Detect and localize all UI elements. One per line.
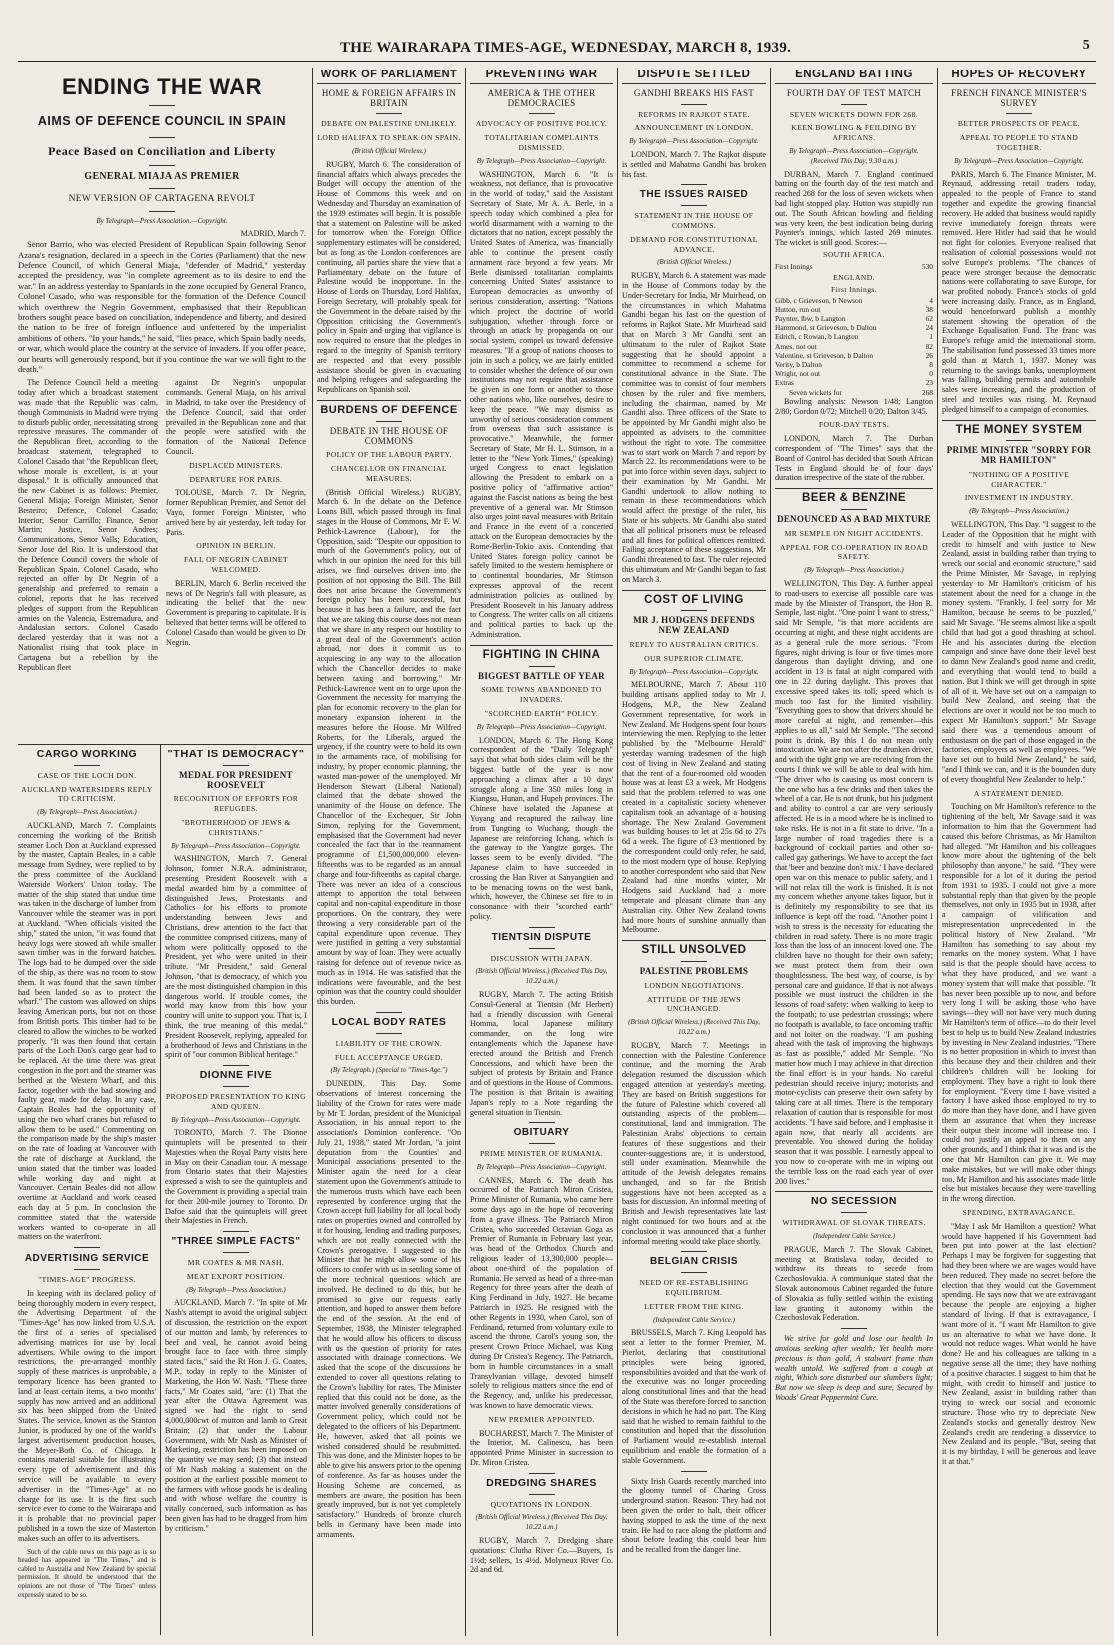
byline: (Independent Cable Service.) [813,1231,895,1240]
body-text: Bowling analysis: Newson 1/48; Langton 2/80; Gordon 0/72; Mitchell 0/20; Dalton 3/45. [775,396,933,416]
headline-dispute-settled: DISPUTE SETTLED [622,70,766,84]
subhead: MR J. HODGENS DEFENDS NEW ZEALAND [633,615,755,636]
subhead: MEDAL FOR PRESIDENT ROOSEVELT [179,769,293,790]
table-row: Paynter, lbw, b Langton 62 [775,313,933,323]
subhead: GANDHI BREAKS HIS FAST [633,87,755,98]
advertisement-poem: We strive for gold and lose our health In anxious seeking after wealth; Yet health more precious is than gold, A stalwart frame than wealth untold. We suffered from a cough at night, Which sore disturbed our slumbers light; But now we sleep is deep and sure, Secured by Woods' Great Peppermint Cure. [775,1334,933,1402]
subhead: INVESTMENT IN INDUSTRY. [964,493,1074,503]
body-text: "May I ask Mr Hamilton a question? What would have happened if his Government had been put into power at the last election? Perhaps I may be forgiven for suggesting that had they been where we are wages would have been reduced. They made no secret before the election that they would cut the Government spending. He says now that we are extravagant because the people are enjoying a higher standard of living. If that is extravagance, I want more of it. "I want Mr Hamilton to give us an alternative to what we have done. It would not reduce wages. What would he have done? He and his colleagues are talking in a negative sense all the time; they have nothing of a positive character. I suggest to him that he might, with credit to himself and justice to New Zealand, assist in building rather than trying to wreck our social and economic structure. Those who try to depreciate New Zealand's stocks and generally destroy New Zealand's credit are rendering a disservice to New Zealand and its people. "But, seeing that it is my birthday, I will be generous and leave it at that." [942,1221,1096,1466]
headline-preventing-war: PREVENTING WAR [470,70,613,84]
body-text: RUGBY, March 6. The consideration of financial affairs which always precedes the Budget will occupy the attention of the House of Commons this week and on Wednesday and Thursday an examination of the 1939 estimates will begin. It is possible that a statement on Palestine will be asked for tomorrow when the Foreign Office supplementary estimates will be considered, but as long as the London conferences are continuing, all parties share the view that a Parliamentary debate on the future of Palestine would be inopportune. In the House of Lords on Thursday, Lord Halifax, Foreign Secretary, will probably speak for the Government in the debate raised by the Opposition criticising the Government's policy in Spain and urging that vigilance is now required to ensure that the pledges in regard to the integrity of Spanish territory are respected and that every possible assistance should be given in evacuating and helping refugees and safeguarding the Republicans on Spanish soil. [317,159,461,395]
byline: By Telegraph—Press Association—Copyright. [171,1115,301,1124]
body-text: DURBAN, March 7. England continued batting on the fourth day of the test match and reached 268 for the loss of seven wickets when bad light stopped play. Hutton was stupidly run out. The South African bowling and fielding was very keen, the best indication being during Paynter's innings, which lasted 269 minutes. The wicket is still good. Scores:— [775,169,933,248]
subhead: QUOTATIONS IN LONDON. [490,1499,593,1509]
subhead: "NOTHING OF A POSITIVE CHARACTER." [968,469,1070,489]
subhead: ADVOCACY OF POSITIVE POLICY. [475,119,608,129]
table-row: Edrich, c Rowan, b Langton 1 [775,332,933,342]
article-parliament [317,70,461,1635]
subhead: POLICY OF THE LABOUR PARTY. [326,450,452,460]
subhead: APPEAL TO PEOPLE TO STAND TOGETHER. [959,133,1079,152]
dateline: MADRID, March 7. [240,229,306,239]
byline: (By Telegraph—Press Association.) [37,808,137,817]
table-row: Hutton, run out 38 [775,304,933,314]
table-row: Seven wickets for 268 [789,387,933,397]
subhead: PROPOSED PRESENTATION TO KING AND QUEEN. [165,1091,307,1111]
subhead: SPENDING, EXTRAVAGANCE. [962,1208,1076,1218]
scoreboard-sa [775,262,933,271]
byline: (British Official Wireless.) [352,146,426,155]
body-text: WELLINGTON, This Day. A further appeal to road-users to exercise all possible care was made by the Minister of Transport, the Hon R. Semple, last night. "One point I want to stress," said Mr Semple, "is that more accidents are occurring at night, and these night accidents are as a general rule the more serious. "From figures, night driving is four or five times more dangerous than daylight driving, and one accident in 13 is fatal at night compared with one in 22 during daylight. This proves that excessive speed takes its toll; speed which is much too fast for the limited visibility. "Everything goes to show that drivers should be more careful at night, and remember—this applies to us all," said Mr Semple. "The second point is drink. By this I do not mean only intoxication. We are not after the drunken driver, and with the tight grip we are receiving from the courts I think we will be able to deal with him. "The driver who is causing us most concern is the one who has a few drinks and then takes the wheel of a car. He is not drunk, but his judgment and ability to control a car are very seriously affected. He is in a mood where he is inclined to take risks. He is not in a fit state to drive. "In a large number of road tragedies there is a background of cocktail parties and other so-called gay gatherings. We have to accept the fact that 'beer and benzine don't mix.' I have declared open war on this menace to public safety, and I will not relax till the work is finished. It is not my concern whether anyone takes liquor, but it is definitely my responsibility to see that its influence is kept off the road. "Another point I wish to stress is the necessity for educating the children in road safety. There is no more tragic loss than the loss of an innocent loved one. The children have no thought for their own safety; we must protect them from their own thoughtlessness. The best way, of course, is by personal care and guidance. If that is not always possible we must instruct the children in the lessons of road safety: when walking to keep to the footpath; to use pedestrian crossings; where no footpath is available, to face oncoming traffic and not loiter on the roadway. "I am pushing ahead with the task of improving the highways as fast as possible," added Mr Semple. "No matter how much I may achieve in that direction the final effort is in your hands. No careful pedestrian should receive injury; motorists and motor-cyclists can preserve their own safety by taking care at all times. There is the temporary relaxation of caution that is responsible for most accidents. "I have said before, and I emphasise it again now, that nearly all accidents are preventable. You showed during the holiday season that it was possible. I earnestly appeal to you now to co-operate with me in wiping out the terrible loss on the road each year of over 200 lives." [775,578,933,1186]
subhead: PRIME MINISTER OF RUMANIA. [479,1149,604,1159]
subhead: FOURTH DAY OF TEST MATCH [786,87,922,98]
headline-ending-war: ENDING THE WAR [61,74,263,99]
byline: (British Official Wireless.) (Received This Day, 10.22 a.m.) [475,967,608,986]
headline-cost-of-living: COST OF LIVING [644,593,744,606]
table-row: Ames, not out 82 [775,341,933,351]
subhead: OPINION IN BERLIN. [196,541,276,551]
body-text: WASHINGTON, March 6. "It is weakness, not defiance, that is provocative in the world of today," said the Assistant Secretary of State, Mr A. A. Berle, in a speech today which combined a plea for world disarmament with a warning to the dictators that no nation, except possibly the United States of America, was financially able to continue the present costly armament race beyond a few years. Mr Berle dismissed totalitarian complaints concerning United States' assistance to European democracies as unworthy of serious consideration, asserting: "Nations which project the doctrine of world subjugation, whether through force or through an attack by propaganda on our social system, compel us toward defensive measures. "If a group of nations chooses to join in such a policy, we are fairly entitled to consider whether the defence of our own institutions may not require that assistance be given in one form or another to those other nations who, like ourselves, desire to keep the peace. "We may dismiss as unworthy of serious consideration comment from overseas that such assistance is provocative." Meanwhile, the former Secretary of State, Mr H. L. Stimson, in a letter to the "New York Times," (speaking) urged Congress to enact legislation allowing the President to embark on a positive policy of "affirmative action" against the Fascist nations as being the best preventive of a general war. Mr Stimson also urges joint naval measures with Britain and France in the event of a concerted attack on the European democracies by the Rome-Berlin-Tokio axis. Contending that United States foreign policy cannot be safely limited to the western hemisphere or to continental boundaries, Mr Stimson expresses approval of the recent administration policies as outlined by President Roosevelt in his January address to Congress. The writer calls on all citizens and political parties to back up the Administration. [470,169,613,640]
subhead: DEBATE ON PALESTINE UNLIKELY. [321,119,457,129]
body-text: against Dr Negrin's unpopular commands. General Miaja, on his arrival in Madrid, to take over the Presidency of the Defence Council, said that order prevailed in the Republican zone and that the people were satisfied with the formation of the National Defence Council. [166,378,306,457]
score-value: 530 [921,261,933,271]
byline: By Telegraph—Press Association—Copyright. [954,156,1084,165]
deck-aims-defence: AIMS OF DEFENCE COUNCIL IN SPAIN [37,114,287,128]
body-text: DUNEDIN, This Day. Some observations of interest concerning the liability of the Crown for rates were made by Mr T. Jordan, president of the Municipal Association, in his annual report to the association's Dominion conference. "On July 21, 1938," stated Mr Jordan, "a joint deputation from the Counties' and Municipal associations presented to the Minister again the need for a clear statement upon the Government's attitude to the numerous trusts which have each been represented by conference urging that the Crown accept full liability for all local body rates on properties owned and controlled by it for housing, lending and trading purposes, which are not really connected with the Crown's prerogative. I suggested to the Minister that he might allow some of his officers to confer with us in settling some of the more technical questions which are involved. He declined to do this, but he promised to give our requests early attention, and hoped to answer them before the end of the session. At the end of September, 1938, the Minister telegraphed that he would allow his officers to discuss with us the question of priority for rates associated with drainage connections. We asked that the scope of the discussions be extended to cover all questions relating to the Crown's liability for rates. The Minister replied that this could not be done, as the matter involved generally considerations of Government policy, which could not be delegated to the officers of his Department. He, however, asked that all points we wished considered should be resubmitted. This was done, and the Minister hopes to be able to give his answers prior to the opening of conference. As far as houses under the Housing Scheme are concerned, as members are aware, the position has been greatly improved, but is not yet completely satisfactory." Hundreds of bronze church bells in Germany have been made into armaments. [317,1079,461,1539]
byline: (British Official Wireless.) (Received This Day, 10.22 a.m.) [475,1513,608,1532]
body-text: CANNES, March 6. The death has occurred of the Patriarch Miron Cristea, Prime Minister of Rumania, who came here some days ago in the hope of recovering from a grave illness. The Patriarch Miron Cristea, who succeeded Octavian Goga as Premier of Rumania in February last year, was head of the Orthodox Church and religious leader of 13,300,000 people—about one-third of the population of Rumania. He served as head of a three-man Regency for three years after the death of King Ferdinand in July, 1927. He became Patriarch in 1925. He resigned with the other Regents in 1930, when Carol, son of Ferdinand, returned from voluntary exile to ascend the throne. Carol's young son, the present Crown Prince Michael, was King during Dr Cristea's Regency. The Patriarch, born in humble circumstances in a small Transylvanian village, devoted himself solely to religious matters since the end of the Regency, and, unlike his predecessor, was known to have democratic views. [470,1175,613,1411]
subhead: DISPLACED MINISTERS. [189,460,283,470]
table-row: Extras 23 [775,378,933,388]
body-text: RUGBY, March 7. Dredging share quotations: Clutha River Co.—Buyers, 1s 1½d; sellers, 1s 4½d. Molyneux River Co. 2d and 6d. [470,1535,613,1575]
subhead: SOME TOWNS ABANDONED TO INVADERS. [481,685,602,705]
subhead: DEPARTURE FOR PARIS. [189,474,283,484]
subhead: MR COATES & MR NASH. [187,1258,285,1268]
lead-paragraph: Senor Barrio, who was elected President of Republican Spain following Senor Azana's resignation, declared in a speech in the Cortes (Parliament) that the new Defence Council, of which General Miaja, "defender of Madrid," yesterday accepted the presidency, was "in complete agreement as to its desire to end the war." In an address yesterday to Spaniards in the zone occupied by General Franco, Colonel Casado, who was responsible for the formation of the Defence Council which overthrew the Negrin Government, emphasised that their Republican brothers sought peace based on conciliation, independence and liberty, and desired the nation to be free of foreign influence and unfettered by the imperialist ambitions of others. "In your hands," he said, "lies peace, which Spain badly needs, or war, which would place the country at the service of invaders. If you offer peace, our hearts will generously respond, but if you continue the war we will fight to the death." [18,239,306,375]
headline-belgian-crisis: BELGIAN CRISIS [649,1256,739,1268]
subhead: SEVEN WICKETS DOWN FOR 268. [789,109,919,119]
subhead: RECOGNITION OF EFFORTS FOR REFUGEES. [173,794,299,814]
deck-peace-based: Peace Based on Conciliation and Liberty [48,144,276,158]
subhead: "SCORCHED EARTH" POLICY. [484,709,599,719]
byline: By Telegraph—Press Association—Copyright. (Received This Day, 9.30 a.m.) [789,146,919,165]
body-text: BRUSSELS, March 7. King Leopold has sent a letter to the former Premier, M. Pierlot, declaring that constitutional principles were being ignored, responsibilities avoided and that the work of the executive was no longer proceeding along constitutional lines and that the head of the State was therefore forced to sanction decisions in which he had no part. The King said that he wished to remain faithful to the constitution and hoped that the dissolution of Parliament would re-establish internal equilibrium and enable the formation of a stable Government. [622,1328,766,1465]
headline-obituary: OBITUARY [513,1127,570,1139]
byline: (By Telegraph—Press Association.) [969,507,1069,516]
byline: By Telegraph—Press Association—Copyright. [476,722,607,731]
headline-still-unsolved: STILL UNSOLVED [641,944,747,957]
byline: (By Telegraph.) (Special to "Times-Age.") [330,1066,448,1075]
byline: (By Telegraph—Press Association.) [804,566,904,575]
byline: (By Telegraph—Press Association.) [186,1285,286,1294]
byline: By Telegraph—Press Association.—Copyright. [96,216,228,225]
subhead: BIGGEST BATTLE OF YEAR [478,670,605,681]
headline-tientsin: TIENTSIN DISPUTE [491,931,592,943]
headline-three-facts: "THREE SIMPLE FACTS" [171,1236,301,1248]
subhead: PALESTINE PROBLEMS [639,965,749,976]
subhead: FALL OF NEGRIN CABINET WELCOMED. [184,555,288,575]
subhead: CHANCELLOR ON FINANCIAL MEASURES. [331,464,447,483]
article-england-batting [775,70,933,1635]
subhead: MR SEMPLE ON NIGHT ACCIDENTS. [784,528,924,538]
headline-hopes-of-recovery: HOPES OF RECOVERY [942,70,1096,84]
body-text: The Defence Council held a meeting today after which a broadcast statement was made that the Republic was calm, though Communists in Madrid were trying to disturb public order, necessitating strong repressive measures. The commander of the Republican fleet, according to the broadcast statement, telegraphed to Colonel Casado that "the Republican fleet, whose morale is excellent, is at your disposal." It is officially announced that the new Cabinet is as follows: Premier, General Miaja; Foreign Minister, Senor Besteiro; Defence, Colonel Casado; Interior, Senor Carrillo; Finance, Senor Martin; Justice, Senor Andres; Communications, Senor Valls; Education, Senor Jose del Rio. It is understood that the Defence Council covers the whole of Republican Spain. Colonel Casado, who rejected an offer by Dr Negrin of a generalship and preferred to remain a colonel, reports that he has received pledges of support from the Republican armies on the Valencia, Estremadura, and Andalusian sectors. Colonel Casado declared yesterday that it was not a Nationalist rising that took place in Cartagena but a rebellion by the Republican fleet [18,378,158,672]
body-text: MELBOURNE, March 7. About 110 building artisans applied today to Mr J. Hodgens, M.P., the New Zealand Government representative, for work in New Zealand. Mr Hodgens spent four hours interviewing the men. Replying to the letter published by the "Melbourne Herald" yesterday warning tradesmen of the high cost of living in New Zealand and stating that the rent of a four-roomed old wooden house was at least £3 a week, Mr Hodgens said that the problem referred to was one created in a capitalistic society whenever capitalism took an advantage of a housing shortage. The New Zealand Government was building houses to let at 25s 6d to 27s 6d a week. The figure of £3 mentioned by the correspondent could only refer, he said, to the most modern type of house. Replying to another correspondent who said that New Zealand had nine months winter, Mr Hodgens said Auckland had a more temperate and pleasant climate than any Australian city. Other New Zealand towns had more hours of sunshine annually than Melbourne. [622,680,766,935]
body-text: BERLIN, March 6. Berlin received the news of Dr Negrin's fall with pleasure, as indicating the belief that the new Government is preparing to capitulate. It is believed that better terms will be offered to Colonel Casado than would be given to Dr Negrin. [166,578,306,647]
subhead: TOTALITARIAN COMPLAINTS DISMISSED. [484,133,599,152]
headline-parliament: WORK OF PARLIAMENT [317,70,461,84]
headline-cargo: CARGO WORKING [36,750,138,760]
body-text: TOLOUSE, March 7. Dr Negrin, former Republican Premier, and Senor del Vayo, former Foreign Minister, who arrived here by air yesterday, left today for Paris. [166,488,306,537]
subhead: STATEMENT IN THE HOUSE OF COMMONS. [634,211,754,230]
subhead: DEBATE IN THE HOUSE OF COMMONS [329,425,449,446]
subhead: FULL ACCEPTANCE URGED. [334,1052,444,1062]
table-row: Valentine, st Grieveson, b Dalton 26 [775,350,933,360]
body-text: PRAGUE, March 7. The Slovak Cabinet, meeting at Bratislava today, decided to withdraw its threats to secede from Czechoslovakia. A communique stated that the Slovak autonomous Cabinet regarded the future of Slovakia as fully settled within the existing law granting it autonomy within the Czechoslovak Federation. [775,1244,933,1323]
deck-miaja-premier: GENERAL MIAJA AS PREMIER [84,171,240,182]
byline: By Telegraph—Press Association—Copyright. [629,667,759,676]
body-text: WASHINGTON, March 7. General Johnson, former N.R.A. administrator, presenting President Roosevelt with a medal awarded him by a committee of distinguished Jews, Protestants and Catholics for his efforts to promote understanding between Jews and Christians, drew attention to the fact that the committee comprised citizens, many of whom were politically opposed to the President, yet who were united in their tribute. "Mr President," said General Johnson, "that is democracy, of which you are the most distinguished champion in this dangerous world. If trouble comes, the world may know from this how your country will unite to support you. That is, I think, the true meaning of this medal." President Roosevelt, replying, appealed for a brotherhood of Jews and Christians in the spirit of "our common Biblical heritage." [165,854,307,1060]
article-hopes-of-recovery [942,70,1096,1635]
body-text: BUCHAREST, March 7. The Minister of the Interior, M. Calinescu, has been appointed Prime Minister in succession to Dr. Miron Cristea. [470,1428,613,1467]
subhead: First Innings. [830,284,878,294]
table-row: Hammond, st Grieveson, b Dalton 24 [775,323,933,333]
byline: (Independent Cable Service.) [653,1315,735,1324]
byline: (British Official Wireless.) (Received This Day, 10.22 a.m.) [628,1018,760,1036]
headline-money-system: THE MONEY SYSTEM [955,423,1083,436]
headline-fighting-china: FIGHTING IN CHINA [482,648,601,661]
body-text: (British Official Wireless.) RUGBY, March 6. In the debate on the Defence Loans Bill, which passed through its final stages in the House of Commons, Mr F. W. Pethick-Lawrence (Labour), for the Opposition, said: "Despite our opposition to much of the Government's policy, out of which in our opinion the need for this bill arises, we find ourselves driven into the position of not opposing the Bill. The Bill does not arise because the Government's foreign policy has been successful, but because it has been a failure, and the fact that we are taking this course does not mean that we share in any respect our hostility to a great deal of the Government's action abroad, nor does it commit us to acquiescing in any way to the allocation which the Chancellor decides to make between taxing and borrowing." Mr Pethick-Lawrence went on to urge upon the Government the necessity for marrying the plan for economic recovery to the plan for monetary expansion inherent in the measures before the House. Mr Wilfred Roberts, for the Liberals, argued the urgency, if the country were to hold its own in the armaments race, of mobilising for industry, by proper economic planning, the wasted man-power of the unemployed. Mr Henderson Stewart (Liberal National) claimed that the debate showed the unanimity of the House on defence. The Chancellor of the Exchequer, Sir John Simon, replying for the Government, emphasised that the Government had never concealed the fact that in the rearmament programme of £1,500,000,000 eleven-fifteenths was to be regarded as an annual charge and four-fifteenths as capital charge. There was never an idea of a conscious attempt to apportion the total between capital and non-capital expenditure in those proportions. On the contrary, they were throwing a very considerable part of the capital expenditure upon revenue. They were justified in getting a very substantial amount by way of loan. They were actually raising for defence out of revenue twice as much as in 1914. He was satisfied that the indications were favourable, and the best opinion was that the country could shoulder this burden. [317,487,461,1007]
subhead: BETTER PROSPECTS OF PEACE. [957,119,1081,129]
footnote: Such of the cable news on this page as is so headed has appeared in "The Times," and is cabled to Australia and New Zealand by special permission. It should be understood that the opinions are not those of "The Times" unless expressly stated to be so. [18,1547,156,1599]
body-text: LONDON, March 7. The Rajkot dispute is settled and Mahatma Gandhi has broken his fast. [622,149,766,179]
body-text: AUCKLAND, March 7. "In spite of Mr Nash's attempt to avoid the original subject of discussion, the restriction on the export of our mutton and lamb, by references to beef and veal, he cannot avoid being brought face to face with three simply stated facts," said the Rt Hon J. G. Coates, M.P., today in reply to the Minister of Marketing, the Hon W. Nash. "These three facts," Mr Coates said, "are: (1) That the year after the Ottawa Agreement was signed we had the right to send 4,000,000cwt of mutton and lamb to Great Britain; (2) that under the Labour Government, with Mr Nash as Minister of Marketing, restriction has been imposed on the quantity we may send; (3) that instead of Mr Nash making a statement on the position at the earliest possible moment to the farmers with whose goods he is dealing and with whose welfare the country is vitally concerned, such information as has been given has had to be dragged from him by criticism." [165,1298,307,1533]
subhead: REPLY TO AUSTRALIAN CRITICS. [629,640,759,650]
table-row: Gibb, c Grieveson, b Newson 4 [775,295,933,305]
body-text: Touching on Mr Hamilton's reference to the tightening of the belt, Mr Savage said it was information to him that the Government had caused this before Christmas, as Mr Hamilton had alleged. "Mr Hamilton and his colleagues know more about the tightening of the belt philosophy than anyone," he said. "They were responsible for a lot of it during the period from 1931 to 1935. I could not give a more substantial reply than that given by the people themselves, not only in 1935 but in 1938, after a campaign of vilification and misrepresentation unprecedented in the political history of New Zealand. "Mr Hamilton has something to say about my remarks on the money system. What I have said is that the people should have access to what they have produced, and we want a money system that will make that possible. "It has never been possible up to now, and before very long I will be asking those who have savings—they will not have very much during Mr Hamilton's term of office—to do their level best to help us to build New Zealand industries by investing in New Zealand industries. "There is no better proposition in which to invest than this because they and their children and their children's children will be looking for employment. They have a right to look there for employment. "Every time I have visited a factory I have asked those employed to try to do more than they have done, and I have given them an assurance that when they increase their output their income will increase too. I could not justify an appeal to them on any other grounds, and I think that it was and is the one that Mr Hamilton can give it. We may make mistakes, but we will make other things too. Mr Hamilton and his associates made little else but mistakes because they were travelling in the wrong direction. [942,802,1096,1204]
article-preventing-war [470,70,613,1635]
headline-advertising: ADVERTISING SERVICE [24,1253,150,1265]
subhead: REFORMS IN RAJKOT STATE. [638,109,750,119]
subhead: OUR SUPERIOR CLIMATE. [644,653,744,663]
body-text: TORONTO, March 7. The Dionne quintuplets will be presented to their Majesties when the Royal Party visits here in May on their Canadian tour. A message from Ontario states that their Majesties expressed a wish to see the quintuplets and the Government is providing a special train for their 200-mile journey to Toronto. Dr Dafoe said that the quintuplets will greet their Majesties in French. [165,1128,307,1226]
subhead: WITHDRAWAL OF SLOVAK THREATS. [782,1218,926,1228]
body-text: RUGBY, March 7. Meetings in connection with the Palestine Conference continue, and the morning the Arab delegation resumed the discussion which engaged attention at yesterday's meeting. They are based on British suggestions for the future of Palestine which covered all outstanding aspects of the problem—constitutional, land and immigration. The Palestinian Arabs' objections to certain features of these suggestions and their counter-suggestions are, it is understood, still under examination. Meanwhile the attitude of the Jewish delegates remains unchanged, and so far the British suggestions have not been accepted as a basis for discussion. An informal meeting of British and Jewish representatives late last night continued for two hours and at the conclusion it was announced that a further informal meeting would take place shortly. [622,1040,766,1246]
body-text: LONDON, March 7. The Durban correspondent of "The Times" says that the Board of Control has decided that South African Tests in England should be of four days' duration irrespective of the state of the rubber. [775,434,933,483]
table-row: Wright, not out 0 [775,369,933,379]
subhead: ANNOUNCEMENT IN LONDON. [634,123,754,133]
masthead-title: THE WAIRARAPA TIMES-AGE, WEDNESDAY, MARCH 8, 1939. [340,40,792,56]
subhead: LIABILITY OF THE CROWN. [335,1038,443,1048]
deck-cartagena: NEW VERSION OF CARTAGENA REVOLT [68,193,256,204]
masthead [18,38,1096,62]
body-text: In keeping with its declared policy of being thoroughly modern in every respect, the Advertising Department of the "Times-Age" has now linked from U.S.A. the first of a series of specialised advertising matrices for use by local advertisers. While owing to the import restrictions, the pre-arranged monthly supply of these matrices is unprobable, a temporary licence has been granted to land at least certain items, a two months' supply has now arrived and an additional six has been shipped from the United States. The service, known as the Stanton Junior, is produced by one of the world's largest advertisement production houses, the Meyer-Both Co. of Chicago. It contains material suitable for illustrating every type of advertisement and this service will be available to every advertiser in the "Times-Age" at no charge for its use. It is the first such service ever to come to the Wairarapa and it is probable that no provincial paper published in a town the size of Masterton makes such an offer to its advertisers. [18,1288,156,1543]
scoreboard-england [775,296,933,397]
byline: By Telegraph—Press Association—Copyright. [476,1162,607,1171]
article-democracy [165,750,307,1635]
subhead: PRIME MINISTER "SORRY FOR MR HAMILTON" [946,445,1092,466]
article-dispute-settled [622,70,766,1635]
subhead: LORD HALIFAX TO SPEAK ON SPAIN. [317,133,461,143]
subhead: A STATEMENT DENIED. [973,788,1065,798]
headline-dionne: DIONNE FIVE [199,1069,273,1082]
subhead: NEW PREMIER APPOINTED. [488,1414,595,1424]
subhead: DENOUNCED AS A BAD MIXTURE [777,513,931,524]
subhead: SOUTH AFRICA. [823,249,885,259]
subhead: "BROTHERHOOD OF JEWS & CHRISTIANS." [181,817,291,837]
subhead: MEAT EXPORT POSITION. [186,1271,286,1281]
headline-no-secession: NO SECESSION [811,1195,897,1208]
headline-local-body: LOCAL BODY RATES [331,1015,447,1028]
headline-defence: BURDENS OF DEFENCE [320,403,458,416]
subhead: LETTER FROM THE KING. [644,1301,744,1311]
subhead: "TIMES-AGE" PROGRESS. [38,1275,136,1285]
subhead: AMERICA & THE OTHER DEMOCRACIES [487,87,596,108]
subhead: CASE OF THE LOCH DON. [37,770,137,780]
headline-issues: THE ISSUES RAISED [639,189,749,201]
body-text: AUCKLAND, March 7. Complaints concerning the working of the British steamer Loch Don at Auckland expressed by the master, Captain Beales, in a cable message from Sydney, were replied to by the press committee of the Auckland Waterside Workers' Union today. The matter of the ship stated that undue time was taken in the discharge of lumber from Vancouver while the steamer was in port at Auckland. "When officials visited the ship," stated the union, "it was found that heavy logs were stowed aft while smaller sawn timber was in the forward hatches. The logs had to be dumped over the side of the ship, as there was no room to stow them. It was found that the sawn timber had been landed so as to protect the wharf." The custom was allowed on ships leaving American ports, but not on those from British ports. This timber had to be cleared to allow the winches to be worked properly. "It was then found that certain parts of the Loch Don's cargo gear had to be replaced. At the time there was great congestion in the port and the steamer was berthed at the Western Wharf, and this factor, together with the bad stowing and faulty gear, made for delay. In any case, Captain Beales had the opportunity of using the two wharf cranes but refused to allow them to be used." Commenting on the comparison made by the ship's master on the rate of loading at Vancouver with the rate of discharge at Auckland, the union stated that the timber was loaded while working day and night at Vancouver. Certain Beales did not allow overtime at Auckland and work ceased each day at 5 p.m. In conclusion the committee stated that the waterside workers wanted to co-operate in all matters on the waterfront. [18,820,156,1242]
headline-england-batting: ENGLAND BATTING [775,70,933,84]
body-text: PARIS, March 6. The Finance Minister, M. Reynaud, addressing retail traders today, appealed to the people of France to stand together and expedite the growing financial recovery. He added that business would rapidly revive immediately foreign threats were removed. Here Hitler had said that he would not fight for colonies. Everyone realised that realisation of colonial possessions would not solve Europe's problems. "The chances of peace were stronger because the democratic nations were collaborating to save Europe, for war profited nobody. France's stocks of gold were increasing daily. France, as in England, would henceforward publish a monthly statement showing the operation of the Exchange Equalisation Fund. The franc was Europe's refuge amid the international storm. The stabilisation fund possessed 33 times more gold than at March 1, 1937. Money was returning to the savings banks, unemployment was falling, building permits and automobile sales were increasing, and the production of steel and textiles was rising. M. Reynaud pledged himself to a campaign of economies. [942,169,1096,414]
body-text: RUGBY, March 7. The acting British Consul-General at Tientsin (Mr Herbert) had a friendly discussion with General Homma, local Japanese military commander, on the long wire entanglements which the Japanese have erected around the British and French Concessions, and which have been the subject of protests by Britain and France and of questions in the House of Commons. The position is that Britain is awaiting Japan's reply to a Note regarding the general situation in Tientsin. [470,989,613,1117]
byline: By Telegraph—Press Association—Copyright. [476,156,607,165]
subhead: NEED OF RE-ESTABLISHING EQUILIBRIUM. [639,1278,749,1298]
subhead: FOUR-DAY TESTS. [818,420,890,430]
subhead: HOME & FOREIGN AFFAIRS IN BRITAIN [321,87,457,108]
byline: By Telegraph—Press Association—Copyright. [171,841,301,850]
subhead: KEEN BOWLING & FEILDING BY AFRICANS. [791,123,917,143]
headline-beer-benzine: BEER & BENZINE [801,492,907,505]
body-text: WELLINGTON, This Day. "I suggest to the Leader of the Opposition that he might with credit to himself and with justice to New Zealand, assist in building rather than trying to wreck our social and economic structure," said the Prime Minister, Mr Savage, in replying yesterday to Mr Hamilton's criticism of his statement about the need for a change in the money system. "Frankly, I feel sorry for Mr Hamilton, because he seems to be puzzled," said Mr Savage. "He seems almost like a spoilt child that had got a good thrashing at school. He and his associates during the election campaign and since have done their level best to damn New Zealand's good name and credit, and everything that would tend to build a nation. But I think we will get through in spite of all of it. We have set out on a campaign to build New Zealand, and seeing that the elections are over it would not be too much to expect Mr Hamilton's support." Mr Savage said there was a tremendous amount of enthusiasm on the part of those engaged in the factories, employers as well as employees. "We have set out to build New Zealand," he said, "and I think we can, and it is the bounden duty of every thoughtful New Zealander to help." [942,520,1096,784]
subhead: DISCUSSION WITH JAPAN. [490,953,593,963]
body-text: LONDON, March 6. The Hong Kong correspondent of the "Daily Telegraph" says that what both sides claim will be the biggest battle of the year is now approaching a climax after a 10 days' struggle along a line 350 miles long in Kiangsu, Hunan, and Hupeh provinces. The Chinese have isolated the Japanese at Yuyang and recaptured the railway line from Tungting to Wuchang, though the Japanese are reinforcing Ichang, which is the gateway to the Yangtze gorges. The losses seem to be evenly divided. "The Japanese claim to have succeeded in crossing the Han River at Sanyangtien and to be menacing towns on the west bank, which, however, the Chinese set fire to in consonance with their "scorched earth" policy. [470,735,613,921]
byline: By Telegraph—Press Association—Copyright. [629,137,759,146]
subhead: LONDON NEGOTIATIONS. [644,980,744,990]
headline-democracy: "THAT IS DEMOCRACY" [167,750,305,760]
byline: (British Official Wireless.) [657,258,731,267]
subhead: FRENCH FINANCE MINISTER'S SURVEY [951,87,1087,108]
subhead: DEMAND FOR CONSTITUTIONAL ADVANCE. [630,234,758,254]
score-label: First Innings [775,261,813,271]
page-number: 5 [1082,38,1090,53]
headline-dredging: DREDGING SHARES [486,1476,597,1489]
filler-text: Sixty Irish Guards recently marched into the gloomy tunnel of Charing Cross underground station. Reason: They had not been given the order to halt, their officer having stopped to ask the time of the next train. He had to race along the platform and shout before leading this could bear him and be recalled from the danger line. [622,1476,766,1555]
subhead: AUCKLAND WATERSIDERS REPLY TO CRITICISM. [21,784,153,804]
body-text: RUGBY, March 6. A statement was made in the House of Commons today by the Under-Secretary for India, Mr Muirhead, on the circumstances in which Mahatma Gandhi began his fast on the question of reforms in Rajkot State. Mr Muirhead said that on March 3 Mr Gandhi sent an ultimatum to the ruler of Rajkot State suggesting that he should appoint a committee to recommend a scheme for constitutional advance in the State. The committee was to consist of four members chosen by the ruler and five members, including the chairman, named by Mr Gandhi also. Three officers of the State to be appointed by Mr Gandhi might also be appointed as advisers to the committee without the right to vote. The committee was to start work on March 7 and report by March 22. Its recommendations were to be put into force within seven days, subject to their examination by Mr Gandhi. Mr Gandhi undertook to allow nothing to remain in these recommendations which would affect the prestige of the ruler, his State or his subjects. Mr Gandhi also stated that all political prisoners must be released and all fines for political offences remitted. Failing acceptance of these suggestions, Mr Gandhi threatened to fast. The ruler rejected this ultimatum and Mr Gandhi began to fast on March 3. [622,271,766,584]
table-row: Verity, b Dalton 8 [775,359,933,369]
subhead: ENGLAND. [833,272,875,282]
subhead: APPEAL FOR CO-OPERATION IN ROAD SAFETY. [780,542,928,562]
article-ending-war [18,70,306,742]
subhead: ATTITUDE OF THE JEWS UNCHANGED. [647,994,741,1014]
article-cargo [18,750,156,1635]
